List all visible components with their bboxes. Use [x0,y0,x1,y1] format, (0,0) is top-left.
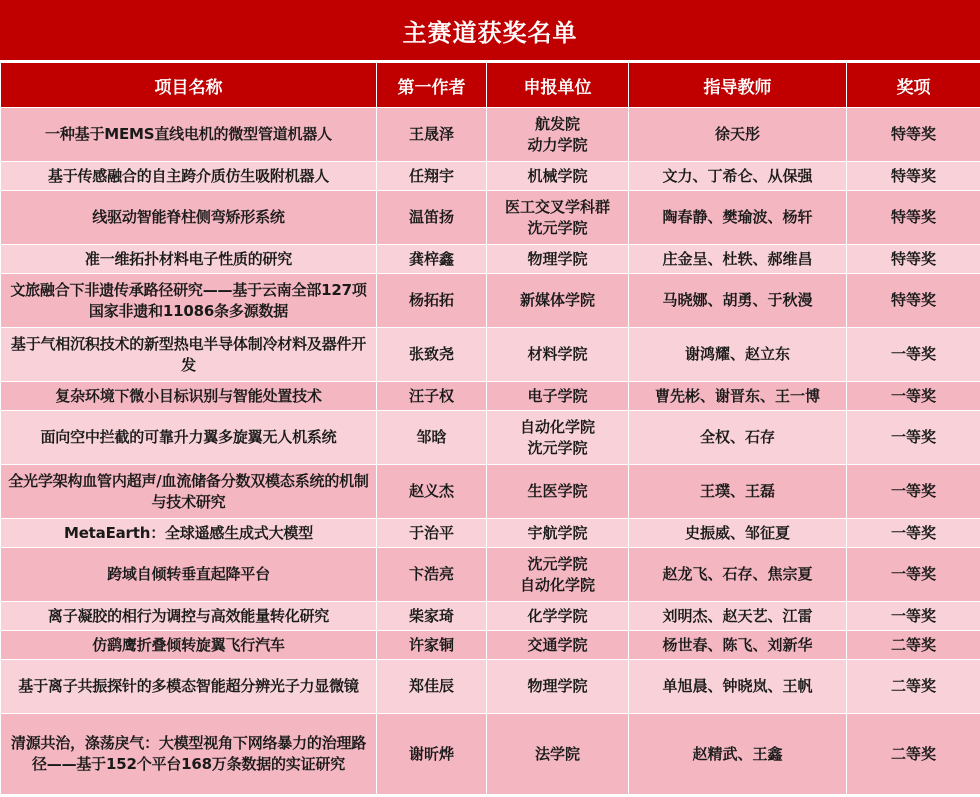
cell-author: 谢昕烨 [377,714,487,795]
cell-unit: 物理学院 [487,660,629,714]
header-unit: 申报单位 [487,63,629,108]
cell-author: 温笛扬 [377,191,487,245]
cell-award: 一等奖 [847,602,980,631]
cell-author: 于治平 [377,519,487,548]
cell-unit: 交通学院 [487,631,629,660]
header-award: 奖项 [847,63,980,108]
table-row [1,382,980,411]
cell-unit: 新媒体学院 [487,274,629,328]
cell-award: 一等奖 [847,548,980,602]
cell-project: 线驱动智能脊柱侧弯矫形系统 [1,191,377,245]
cell-author: 邹晗 [377,411,487,465]
cell-unit: 化学学院 [487,602,629,631]
cell-award: 二等奖 [847,714,980,795]
cell-advisor: 赵精武、王鑫 [629,714,847,795]
table-row [1,631,980,660]
cell-author: 柴家琦 [377,602,487,631]
cell-project: 准一维拓扑材料电子性质的研究 [1,245,377,274]
cell-unit: 物理学院 [487,245,629,274]
cell-author: 龚梓鑫 [377,245,487,274]
cell-unit: 医工交叉学科群 沈元学院 [487,191,629,245]
cell-award: 特等奖 [847,274,980,328]
cell-unit: 法学院 [487,714,629,795]
cell-author: 许家铜 [377,631,487,660]
cell-project: 清源共治，涤荡戾气：大模型视角下网络暴力的治理路径——基于152个平台168万条数据的实证研究 [1,714,377,795]
table-row [1,245,980,274]
page-title: 主赛道获奖名单 [0,0,980,62]
table-row [1,465,980,519]
cell-project: 全光学架构血管内超声/血流储备分数双模态系统的机制与技术研究 [1,465,377,519]
table-row [1,714,980,795]
cell-unit: 材料学院 [487,328,629,382]
cell-award: 一等奖 [847,382,980,411]
table-body [1,108,980,795]
table-row [1,660,980,714]
cell-award: 一等奖 [847,328,980,382]
header-advisor: 指导教师 [629,63,847,108]
cell-project: 跨域自倾转垂直起降平台 [1,548,377,602]
cell-advisor: 史振威、邹征夏 [629,519,847,548]
cell-project: 基于离子共振探针的多模态智能超分辨光子力显微镜 [1,660,377,714]
cell-advisor: 全权、石存 [629,411,847,465]
cell-author: 任翔宇 [377,162,487,191]
cell-project: 离子凝胶的相行为调控与高效能量转化研究 [1,602,377,631]
table-row [1,548,980,602]
cell-unit: 沈元学院 自动化学院 [487,548,629,602]
cell-author: 卞浩亮 [377,548,487,602]
table-row [1,162,980,191]
cell-unit: 宇航学院 [487,519,629,548]
table-row [1,108,980,162]
cell-unit: 生医学院 [487,465,629,519]
cell-advisor: 刘明杰、赵天艺、江雷 [629,602,847,631]
cell-award: 特等奖 [847,108,980,162]
cell-author: 王晟泽 [377,108,487,162]
cell-project: 仿鹞鹰折叠倾转旋翼飞行汽车 [1,631,377,660]
award-table [0,62,980,795]
cell-award: 特等奖 [847,191,980,245]
cell-advisor: 徐天彤 [629,108,847,162]
table-row [1,519,980,548]
cell-award: 一等奖 [847,411,980,465]
cell-author: 郑佳辰 [377,660,487,714]
table-row [1,602,980,631]
cell-advisor: 王璞、王磊 [629,465,847,519]
cell-advisor: 曹先彬、谢晋东、王一博 [629,382,847,411]
cell-advisor: 马晓娜、胡勇、于秋漫 [629,274,847,328]
cell-project: 基于气相沉积技术的新型热电半导体制冷材料及器件开发 [1,328,377,382]
table-header-row [1,63,980,108]
table-row [1,191,980,245]
cell-advisor: 赵龙飞、石存、焦宗夏 [629,548,847,602]
cell-advisor: 单旭晨、钟晓岚、王帆 [629,660,847,714]
header-author: 第一作者 [377,63,487,108]
cell-author: 张致尧 [377,328,487,382]
cell-project: MetaEarth：全球遥感生成式大模型 [1,519,377,548]
cell-unit: 自动化学院 沈元学院 [487,411,629,465]
cell-award: 二等奖 [847,660,980,714]
cell-author: 赵义杰 [377,465,487,519]
table-row [1,274,980,328]
cell-award: 一等奖 [847,519,980,548]
cell-project: 基于传感融合的自主跨介质仿生吸附机器人 [1,162,377,191]
cell-author: 杨拓拓 [377,274,487,328]
cell-project: 一种基于MEMS直线电机的微型管道机器人 [1,108,377,162]
cell-project: 文旅融合下非遗传承路径研究——基于云南全部127项国家非遗和11086条多源数据 [1,274,377,328]
cell-advisor: 陶春静、樊瑜波、杨轩 [629,191,847,245]
cell-advisor: 文力、丁希仑、从保强 [629,162,847,191]
header-project: 项目名称 [1,63,377,108]
table-row [1,328,980,382]
cell-advisor: 庄金呈、杜轶、郝维昌 [629,245,847,274]
cell-award: 二等奖 [847,631,980,660]
cell-unit: 电子学院 [487,382,629,411]
cell-award: 特等奖 [847,245,980,274]
cell-unit: 航发院 动力学院 [487,108,629,162]
table-row [1,411,980,465]
cell-award: 特等奖 [847,162,980,191]
cell-award: 一等奖 [847,465,980,519]
cell-author: 汪子权 [377,382,487,411]
cell-unit: 机械学院 [487,162,629,191]
cell-advisor: 谢鸿耀、赵立东 [629,328,847,382]
cell-project: 复杂环境下微小目标识别与智能处置技术 [1,382,377,411]
cell-project: 面向空中拦截的可靠升力翼多旋翼无人机系统 [1,411,377,465]
cell-advisor: 杨世春、陈飞、刘新华 [629,631,847,660]
